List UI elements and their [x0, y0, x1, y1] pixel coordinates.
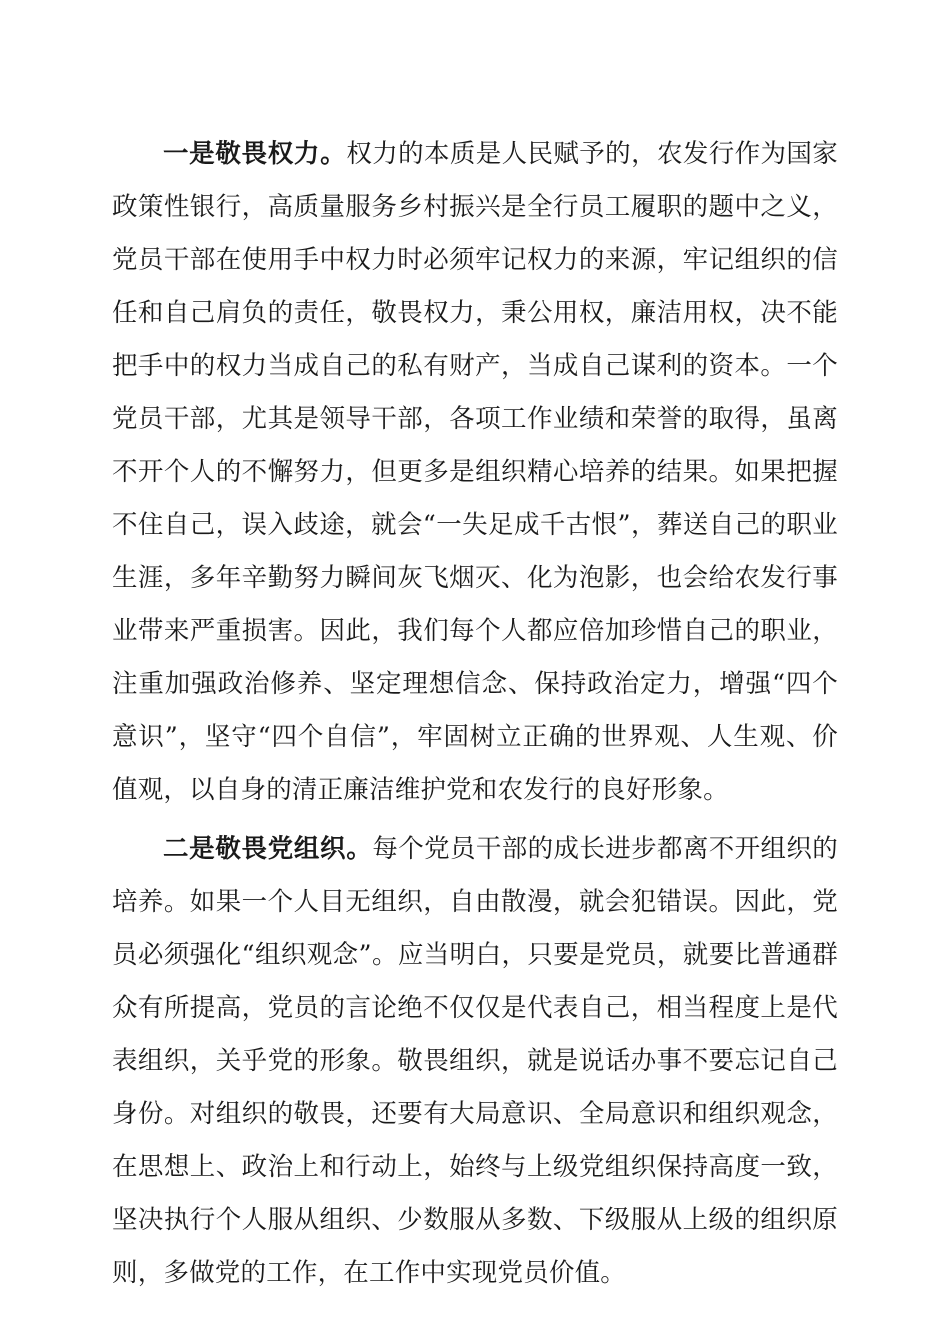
paragraph-two-text: 每个党员干部的成长进步都离不开组织的培养。如果一个人目无组织，自由散漫，就会犯错误。因此，党员必须强化“组织观念”。应当明白，只要是党员，就要比普通群众有所提高，党员的言论绝不仅仅是代表自己，相当程度上是代表组织，关乎党的形象。敬畏组织，就是说话办事不要忘记自己身份。对组织的敬畏，还要有大局意识、全局意识和组织观念，在思想上、政治上和行动上，始终与上级党组织保持高度一致，坚决执行个人服从组织、少数服从多数、下级服从上级的组织原则，多做党的工作，在工作中实现党员价值。	[112, 834, 838, 1288]
document-body	[112, 128, 838, 1300]
paragraph-one-lead: 一是敬畏权力。	[163, 139, 347, 169]
paragraph-two	[112, 823, 838, 1300]
paragraph-one-text: 权力的本质是人民赋予的，农发行作为国家政策性银行，高质量服务乡村振兴是全行员工履职的题中之义，党员干部在使用手中权力时必须牢记权力的来源，牢记组织的信任和自己肩负的责任，敬畏权力，秉公用权，廉洁用权，决不能把手中的权力当成自己的私有财产，当成自己谋利的资本。一个党员干部，尤其是领导干部，各项工作业绩和荣誉的取得，虽离不开个人的不懈努力，但更多是组织精心培养的结果。如果把握不住自己，误入歧途，就会“一失足成千古恨”，葬送自己的职业生涯，多年辛勤努力瞬间灰飞烟灭、化为泡影，也会给农发行事业带来严重损害。因此，我们每个人都应倍加珍惜自己的职业，注重加强政治修养、坚定理想信念、保持政治定力，增强“四个意识”，坚守“四个自信”，牢固树立正确的世界观、人生观、价值观，以自身的清正廉洁维护党和农发行的良好形象。	[112, 139, 838, 805]
paragraph-one	[112, 128, 838, 817]
paragraph-two-lead: 二是敬畏党组织。	[163, 834, 373, 864]
